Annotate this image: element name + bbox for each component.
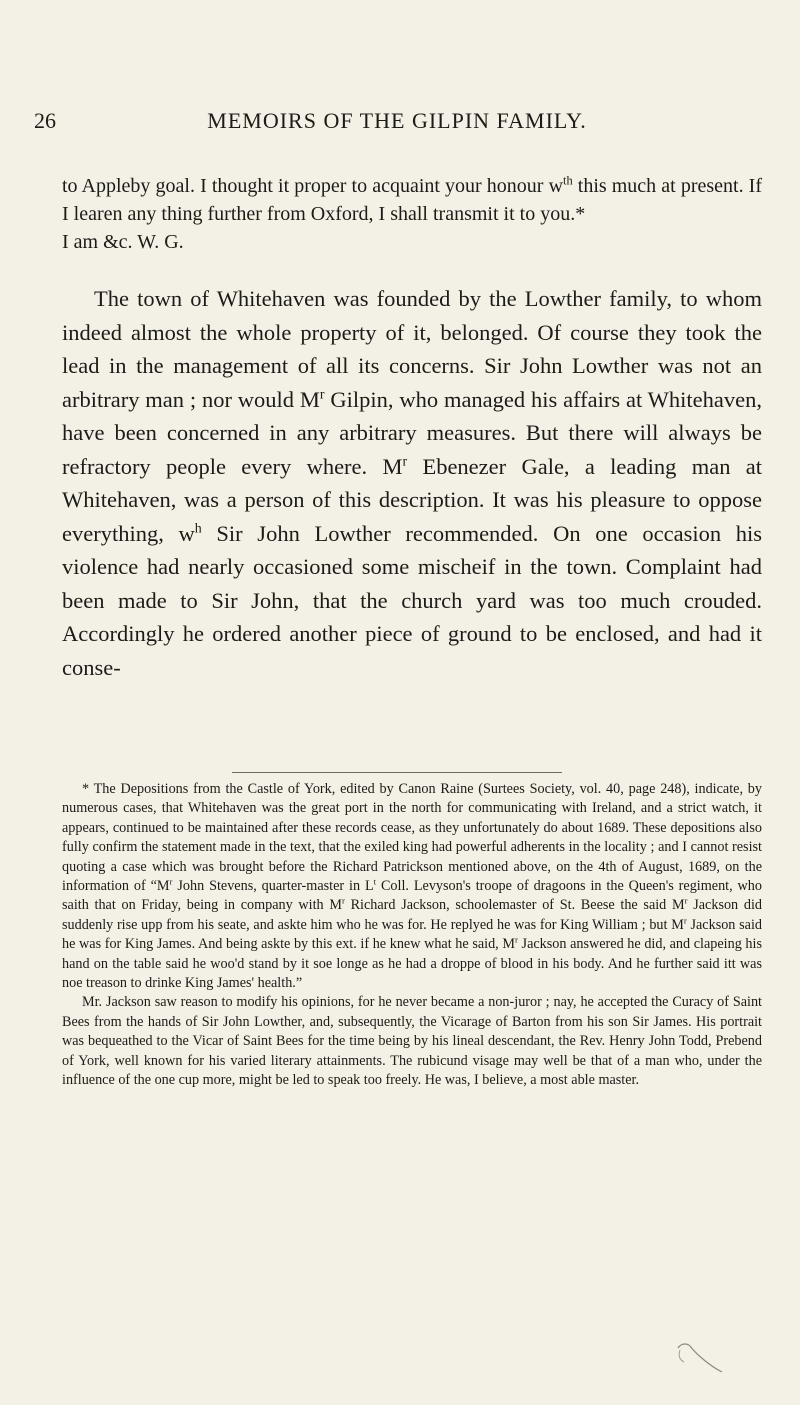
main-paragraph xyxy=(62,282,762,684)
footnote-divider xyxy=(232,772,562,774)
body-text: The town of Whitehaven was founded by the Lowther family, to whom indeed almost the whole property of it, belonged. Of course they took the lead in the management of all its concerns. Sir John Lowther was not an arbitrary man ; nor would $M^r$ Gilpin, who managed his affairs at Whitehaven, have been concerned in any arbitrary measures. But there will always be refractory people every where. $M^r$ Ebenezer Gale, a leading man at Whitehaven, was a person of this description. It was his pleasure to oppose everything, $w^h$ Sir John Lowther recommended. On one occasion his violence had nearly occasioned some mischeif in the town. Complaint had been made to Sir John, that the church yard was too much crouded. Accordingly he ordered another piece of ground to be enclosed, and had it conse- xyxy=(62,286,763,680)
page-number: 26 xyxy=(34,108,56,133)
footnote xyxy=(62,780,762,1091)
running-title: MEMOIRS OF THE GILPIN FAMILY. xyxy=(207,108,587,133)
letter-ending xyxy=(62,172,762,256)
letter-signoff: I am &c. W. G. xyxy=(62,231,184,253)
footnote-paragraph-1: * The Depositions from the Castle of York, edited by Canon Raine (Surtees Society, vol. 40, page 248), indicate, by numerous cases, that Whitehaven was the great port in the north for communicating with Ireland, and a strict watch, it appears, continued to be maintained after these records cease, as they unfortunately do about 1689. These depositions also fully confirm the statement made in the text, that the exiled king had powerful adherents in the locality ; and I cannot resist quoting a case which was brought before the Richard Patrickson mentioned above, on the 4th of August, 1689, on the information of “$M^r$ John Stevens, quarter-master in $L^t$ Coll. Levyson's troope of dragoons in the Queen's regiment, who saith that on Friday, being in company with $M^r$ Richard Jackson, schoolemaster of St. Beese the said $M^r$ Jackson did suddenly rise upp from his seate, and askte him who he was for. He replyed he was for King William ; but $M^r$ Jackson said he was for King James. And being askte by this ext. if he knew what he said, $M^r$ Jackson answered he did, and clapeing his hand on the table said he woo'd stand by it soe longe as he had a droppe of blood in his body. And he further said itt was noe treason to drinke King James' health.” xyxy=(62,781,762,992)
pencil-flourish-mark xyxy=(676,1342,736,1392)
page-header xyxy=(34,108,760,148)
letter-text: to Appleby goal. I thought it proper to acquaint your honour $w^{th}$ this much at present. If I learen any thing further from Oxford, I shall transmit it to you.* xyxy=(62,173,762,225)
footnote-paragraph-2: Mr. Jackson saw reason to modify his opinions, for he never became a non-juror ; nay, he accepted the Curacy of Saint Bees from the hands of Sir John Lowther, and, subsequently, the Vicarage of Barton from his son Sir James. His portrait was bequeathed to the Vicar of Saint Bees for the time being by his lineal descendant, the Rev. Henry John Todd, Prebend of York, well known for his varied literary attainments. The rubicund visage may well be that of a man who, under the influence of the one cup more, might be led to speak too freely. He was, I believe, a most able master. xyxy=(62,994,762,1089)
